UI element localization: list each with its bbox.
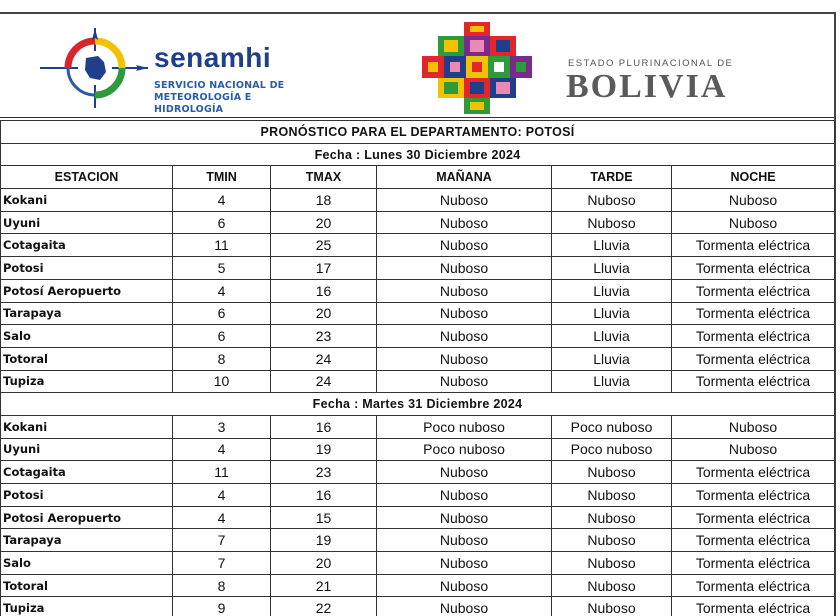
tmin-value: 11 <box>173 461 271 484</box>
station-name: Tarapaya <box>1 302 173 325</box>
column-header: TMAX <box>271 166 377 189</box>
afternoon-forecast: Lluvia <box>552 370 672 393</box>
morning-forecast: Nuboso <box>377 484 552 507</box>
afternoon-forecast: Nuboso <box>552 529 672 552</box>
afternoon-forecast: Lluvia <box>552 347 672 370</box>
tmax-value: 24 <box>271 370 377 393</box>
morning-forecast: Nuboso <box>377 597 552 616</box>
table-row <box>1 506 835 529</box>
tmin-value: 6 <box>173 325 271 348</box>
station-name: Totoral <box>1 347 173 370</box>
night-forecast: Tormenta eléctrica <box>672 325 835 348</box>
table-row <box>1 189 835 212</box>
bolivia-mosaic-icon <box>418 22 536 114</box>
tmax-value: 24 <box>271 347 377 370</box>
morning-forecast: Nuboso <box>377 234 552 257</box>
morning-forecast: Nuboso <box>377 257 552 280</box>
senamhi-logo <box>40 28 320 115</box>
table-row <box>1 302 835 325</box>
column-header: TARDE <box>552 166 672 189</box>
tmax-value: 17 <box>271 257 377 280</box>
morning-forecast: Poco nuboso <box>377 438 552 461</box>
night-forecast: Tormenta eléctrica <box>672 597 835 616</box>
night-forecast: Nuboso <box>672 211 835 234</box>
column-header: NOCHE <box>672 166 835 189</box>
morning-forecast: Nuboso <box>377 370 552 393</box>
morning-forecast: Poco nuboso <box>377 415 552 438</box>
afternoon-forecast: Lluvia <box>552 302 672 325</box>
tmax-value: 18 <box>271 189 377 212</box>
column-header: ESTACION <box>1 166 173 189</box>
table-row <box>1 597 835 616</box>
night-forecast: Tormenta eléctrica <box>672 461 835 484</box>
tmax-value: 15 <box>271 506 377 529</box>
tmax-value: 16 <box>271 484 377 507</box>
tmin-value: 10 <box>173 370 271 393</box>
bolivia-logo <box>418 22 758 114</box>
senamhi-subtitle-line2: METEOROLOGÍA E HIDROLOGÍA <box>154 92 252 115</box>
table-row <box>1 438 835 461</box>
table-row <box>1 234 835 257</box>
table-title-row <box>1 121 835 144</box>
station-name: Potosi Aeropuerto <box>1 506 173 529</box>
tmax-value: 22 <box>271 597 377 616</box>
station-name: Totoral <box>1 574 173 597</box>
tmax-value: 16 <box>271 279 377 302</box>
afternoon-forecast: Lluvia <box>552 325 672 348</box>
senamhi-subtitle <box>154 80 314 116</box>
table-row <box>1 574 835 597</box>
night-forecast: Nuboso <box>672 438 835 461</box>
table-row <box>1 461 835 484</box>
station-name: Salo <box>1 552 173 575</box>
tmax-value: 20 <box>271 302 377 325</box>
tmin-value: 4 <box>173 506 271 529</box>
header-band <box>0 14 834 118</box>
station-name: Cotagaita <box>1 234 173 257</box>
date-row <box>1 143 835 166</box>
afternoon-forecast: Nuboso <box>552 552 672 575</box>
column-header: TMIN <box>173 166 271 189</box>
forecast-table <box>0 120 835 616</box>
morning-forecast: Nuboso <box>377 529 552 552</box>
tmin-value: 6 <box>173 302 271 325</box>
night-forecast: Tormenta eléctrica <box>672 506 835 529</box>
tmax-value: 20 <box>271 552 377 575</box>
night-forecast: Tormenta eléctrica <box>672 302 835 325</box>
tmin-value: 8 <box>173 347 271 370</box>
forecast-sheet <box>0 12 836 616</box>
forecast-title: PRONÓSTICO PARA EL DEPARTAMENTO: POTOSÍ <box>1 121 835 144</box>
afternoon-forecast: Poco nuboso <box>552 415 672 438</box>
tmax-value: 19 <box>271 529 377 552</box>
afternoon-forecast: Nuboso <box>552 189 672 212</box>
tmin-value: 6 <box>173 211 271 234</box>
table-row <box>1 211 835 234</box>
senamhi-name: senamhi <box>154 42 272 73</box>
table-row <box>1 370 835 393</box>
station-name: Salo <box>1 325 173 348</box>
night-forecast: Nuboso <box>672 415 835 438</box>
station-name: Potosi <box>1 484 173 507</box>
morning-forecast: Nuboso <box>377 552 552 575</box>
station-name: Kokani <box>1 189 173 212</box>
afternoon-forecast: Lluvia <box>552 279 672 302</box>
tmin-value: 4 <box>173 279 271 302</box>
bolivia-state-line: ESTADO PLURINACIONAL DE <box>568 58 734 69</box>
table-row <box>1 484 835 507</box>
station-name: Potosí Aeropuerto <box>1 279 173 302</box>
morning-forecast: Nuboso <box>377 211 552 234</box>
afternoon-forecast: Nuboso <box>552 597 672 616</box>
night-forecast: Tormenta eléctrica <box>672 529 835 552</box>
station-name: Uyuni <box>1 211 173 234</box>
afternoon-forecast: Nuboso <box>552 461 672 484</box>
tmin-value: 11 <box>173 234 271 257</box>
night-forecast: Tormenta eléctrica <box>672 574 835 597</box>
table-row <box>1 347 835 370</box>
tmax-value: 23 <box>271 325 377 348</box>
afternoon-forecast: Lluvia <box>552 234 672 257</box>
tmin-value: 8 <box>173 574 271 597</box>
morning-forecast: Nuboso <box>377 189 552 212</box>
senamhi-emblem-icon <box>40 28 150 108</box>
morning-forecast: Nuboso <box>377 461 552 484</box>
station-name: Cotagaita <box>1 461 173 484</box>
night-forecast: Nuboso <box>672 189 835 212</box>
station-name: Potosi <box>1 257 173 280</box>
morning-forecast: Nuboso <box>377 347 552 370</box>
afternoon-forecast: Poco nuboso <box>552 438 672 461</box>
morning-forecast: Nuboso <box>377 574 552 597</box>
column-header: MAÑANA <box>377 166 552 189</box>
tmax-value: 21 <box>271 574 377 597</box>
afternoon-forecast: Nuboso <box>552 211 672 234</box>
afternoon-forecast: Nuboso <box>552 506 672 529</box>
tmin-value: 4 <box>173 189 271 212</box>
bolivia-country-name: BOLIVIA <box>566 68 728 105</box>
column-header-row <box>1 166 835 189</box>
station-name: Tupiza <box>1 370 173 393</box>
tmax-value: 19 <box>271 438 377 461</box>
night-forecast: Tormenta eléctrica <box>672 279 835 302</box>
tmin-value: 4 <box>173 484 271 507</box>
morning-forecast: Nuboso <box>377 506 552 529</box>
tmax-value: 20 <box>271 211 377 234</box>
morning-forecast: Nuboso <box>377 279 552 302</box>
tmin-value: 7 <box>173 529 271 552</box>
tmax-value: 23 <box>271 461 377 484</box>
tmin-value: 4 <box>173 438 271 461</box>
forecast-date: Fecha : Martes 31 Diciembre 2024 <box>1 393 835 416</box>
tmin-value: 9 <box>173 597 271 616</box>
night-forecast: Tormenta eléctrica <box>672 370 835 393</box>
forecast-table-body <box>1 121 835 616</box>
night-forecast: Tormenta eléctrica <box>672 234 835 257</box>
night-forecast: Tormenta eléctrica <box>672 484 835 507</box>
afternoon-forecast: Nuboso <box>552 574 672 597</box>
tmax-value: 25 <box>271 234 377 257</box>
night-forecast: Tormenta eléctrica <box>672 257 835 280</box>
table-row <box>1 257 835 280</box>
night-forecast: Tormenta eléctrica <box>672 347 835 370</box>
morning-forecast: Nuboso <box>377 325 552 348</box>
table-row <box>1 552 835 575</box>
table-row <box>1 415 835 438</box>
table-row <box>1 279 835 302</box>
date-row <box>1 393 835 416</box>
table-row <box>1 325 835 348</box>
tmin-value: 5 <box>173 257 271 280</box>
night-forecast: Tormenta eléctrica <box>672 552 835 575</box>
tmax-value: 16 <box>271 415 377 438</box>
table-row <box>1 529 835 552</box>
forecast-date: Fecha : Lunes 30 Diciembre 2024 <box>1 143 835 166</box>
senamhi-subtitle-line1: SERVICIO NACIONAL DE <box>154 80 285 91</box>
afternoon-forecast: Lluvia <box>552 257 672 280</box>
morning-forecast: Nuboso <box>377 302 552 325</box>
tmin-value: 3 <box>173 415 271 438</box>
station-name: Tupiza <box>1 597 173 616</box>
tmin-value: 7 <box>173 552 271 575</box>
afternoon-forecast: Nuboso <box>552 484 672 507</box>
station-name: Tarapaya <box>1 529 173 552</box>
station-name: Uyuni <box>1 438 173 461</box>
station-name: Kokani <box>1 415 173 438</box>
